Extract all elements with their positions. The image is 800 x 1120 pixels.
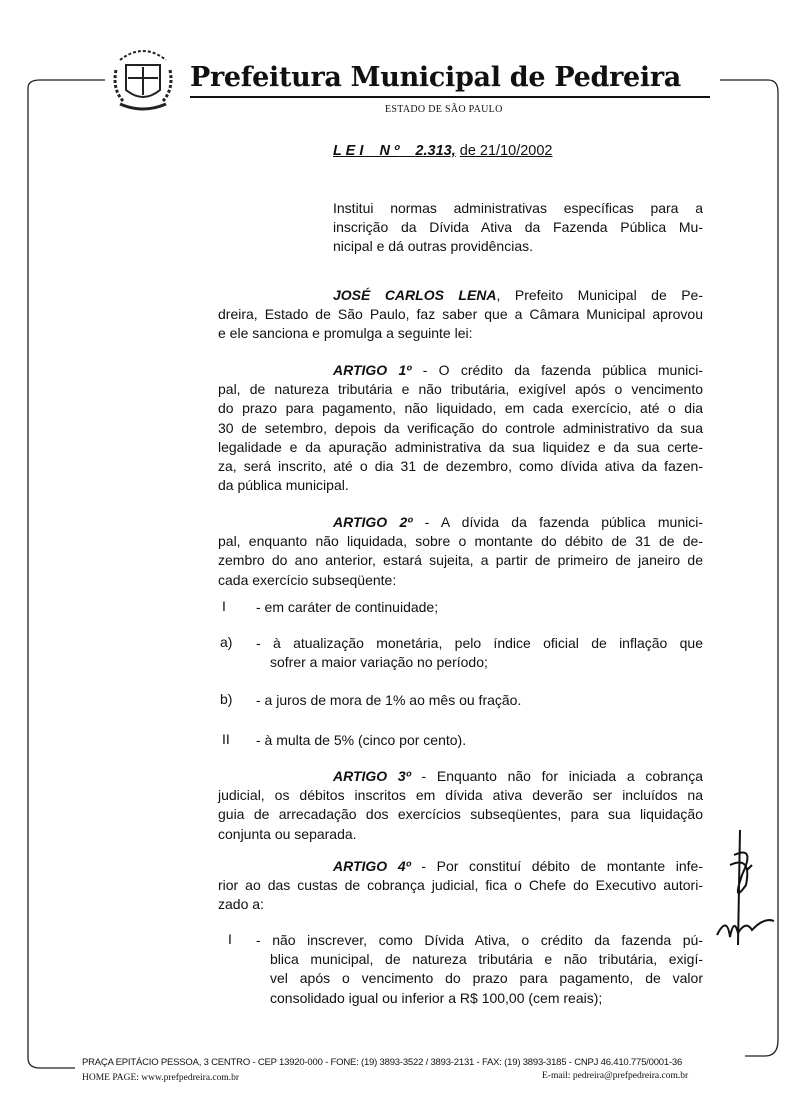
- text-line-content: zembro do ano anterior, estará sujeita, a partir de primeiro de janeiro de: [218, 552, 703, 569]
- text-line-content: dreira, Estado de São Paulo, faz saber que a Câmara Municipal aprovou: [218, 306, 703, 323]
- text-line-content: - Enquanto não for iniciada a cobrança: [410, 768, 703, 784]
- text-line-content: - à atualização monetária, pelo índice oficial de inflação que: [256, 635, 703, 651]
- text-line: [333, 286, 703, 305]
- list-item: [256, 731, 703, 750]
- text-line-content: - Por constituí débito de montante infe-: [410, 858, 703, 874]
- text-line-content: , Prefeito Municipal de Pe-: [496, 287, 703, 303]
- text-line: [256, 731, 703, 750]
- text-line: [270, 950, 703, 969]
- text-line: [256, 691, 703, 710]
- signature-image: [712, 825, 782, 955]
- text-line: [333, 218, 703, 237]
- item-marker: a): [220, 634, 233, 650]
- text-line: [218, 380, 703, 399]
- law-date: de 21/10/2002: [459, 143, 553, 159]
- text-line: [218, 438, 703, 457]
- text-line-content: - a juros de mora de 1% ao mês ou fração.: [256, 692, 522, 708]
- item-marker: b): [220, 691, 233, 707]
- text-line-content: - à multa de 5% (cinco por cento).: [256, 732, 467, 748]
- text-line-content: - O crédito da fazenda pública munici-: [411, 362, 703, 378]
- article-3: [218, 767, 703, 844]
- text-line: [218, 805, 703, 824]
- list-item: [256, 931, 703, 1008]
- text-line: [218, 476, 703, 495]
- summary: [333, 199, 703, 257]
- text-line-content: legalidade e da apuração administrativa da sua liquidez e da sua certe-: [218, 438, 703, 455]
- text-line-content: - não inscrever, como Dívida Ativa, o crédito da fazenda pú-: [256, 932, 703, 948]
- text-line: [218, 532, 703, 551]
- text-line: [218, 324, 703, 343]
- text-line: [333, 237, 703, 256]
- list-item: [256, 598, 703, 617]
- text-line: [270, 969, 703, 988]
- law-number-label: N º: [379, 143, 400, 159]
- item-marker: I: [222, 598, 226, 614]
- footer-email[interactable]: E-mail: pedreira@prefpedreira.com.br: [542, 1071, 689, 1081]
- text-line: [270, 653, 703, 672]
- intro-paragraph: [218, 286, 703, 344]
- text-line: [218, 305, 703, 324]
- text-line-content: guia de arrecadação dos exercícios subseqüentes, para sua liquidação: [218, 806, 703, 823]
- text-line-content: - em caráter de continuidade;: [256, 599, 439, 615]
- header-state: ESTADO DE SÃO PAULO: [385, 104, 503, 115]
- text-line-content: cada exercício subseqüente:: [218, 571, 397, 588]
- text-line-content: e ele sanciona e promulga a seguinte lei:: [218, 325, 473, 342]
- text-line: [333, 857, 703, 876]
- text-line-content: - A dívida da fazenda pública munici-: [412, 514, 703, 530]
- article-label: ARTIGO 1º: [333, 362, 412, 378]
- article-1: [218, 361, 703, 495]
- text-line-content: pal, de natureza tributária e não tributária, exigível após o vencimento: [218, 381, 703, 398]
- article-label: ARTIGO 4º: [333, 858, 411, 874]
- text-line: [256, 931, 703, 950]
- text-line-content: inscrição da Dívida Ativa da Fazenda Pública Mu-: [333, 219, 703, 236]
- text-line-content: do prazo para pagamento, não liquidado, em cada exercício, até o dia: [218, 400, 703, 417]
- law-number: 2.313,: [415, 143, 456, 159]
- text-line: [256, 634, 703, 653]
- item-marker: II: [222, 731, 230, 747]
- header-rule: [190, 96, 710, 98]
- list-item: [256, 634, 703, 672]
- text-line: [270, 989, 703, 1008]
- article-label: JOSÉ CARLOS LENA: [333, 287, 497, 303]
- text-line: [218, 895, 703, 914]
- law-heading: [333, 143, 553, 159]
- article-label: ARTIGO 2º: [333, 514, 413, 530]
- text-line-content: da pública municipal.: [218, 477, 349, 494]
- text-line: [333, 361, 703, 380]
- text-line-content: rior ao das custas de cobrança judicial, fica o Chefe do Executivo autori-: [218, 877, 703, 894]
- text-line: [218, 419, 703, 438]
- text-line: [218, 786, 703, 805]
- text-line: [218, 551, 703, 570]
- article-label: ARTIGO 3º: [333, 768, 411, 784]
- text-line: [333, 513, 703, 532]
- text-line-content: pal, enquanto não liquidada, sobre o montante do débito de 31 de de-: [218, 533, 703, 550]
- text-line-content: vel após o vencimento do prazo para pagamento, de valor: [270, 970, 703, 987]
- municipal-seal-icon: [110, 40, 176, 120]
- law-prefix: L E I: [333, 143, 364, 159]
- text-line: [333, 199, 703, 218]
- text-line: [218, 571, 703, 590]
- text-line-content: nicipal e dá outras providências.: [333, 238, 534, 255]
- text-line-content: consolidado igual ou inferior a R$ 100,00 (cem reais);: [270, 989, 603, 1006]
- text-line: [218, 399, 703, 418]
- list-item: [256, 691, 703, 710]
- text-line: [333, 767, 703, 786]
- item-marker: I: [228, 931, 232, 947]
- text-line-content: 30 de setembro, depois da verificação do controle administrativo da sua: [218, 419, 703, 436]
- text-line-content: conjunta ou separada.: [218, 825, 357, 842]
- text-line-content: sofrer a maior variação no período;: [270, 654, 488, 671]
- header-title: Prefeitura Municipal de Pedreira: [190, 62, 681, 93]
- footer-homepage[interactable]: HOME PAGE: www.prefpedreira.com.br: [82, 1073, 240, 1083]
- text-line: [218, 876, 703, 895]
- article-4: [218, 857, 703, 915]
- text-line: [218, 457, 703, 476]
- text-line: [218, 825, 703, 844]
- text-line-content: blica municipal, de natureza tributária e não tributária, exigí-: [270, 951, 703, 968]
- text-line-content: judicial, os débitos inscritos em dívida ativa deverão ser incluídos na: [218, 787, 703, 804]
- text-line-content: za, será inscrito, até o dia 31 de dezembro, como dívida ativa da fazen-: [218, 457, 703, 474]
- article-2: [218, 513, 703, 590]
- text-line-content: Institui normas administrativas específicas para a: [333, 200, 703, 216]
- text-line: [256, 598, 703, 617]
- footer-address: PRAÇA EPITÁCIO PESSOA, 3 CENTRO - CEP 13920-000 - FONE: (19) 3893-3522 / 3893-2131 - FAX: (19) 3893-3185 - CNPJ 46.410.775/0001-36: [82, 1057, 683, 1068]
- text-line-content: zado a:: [218, 896, 264, 913]
